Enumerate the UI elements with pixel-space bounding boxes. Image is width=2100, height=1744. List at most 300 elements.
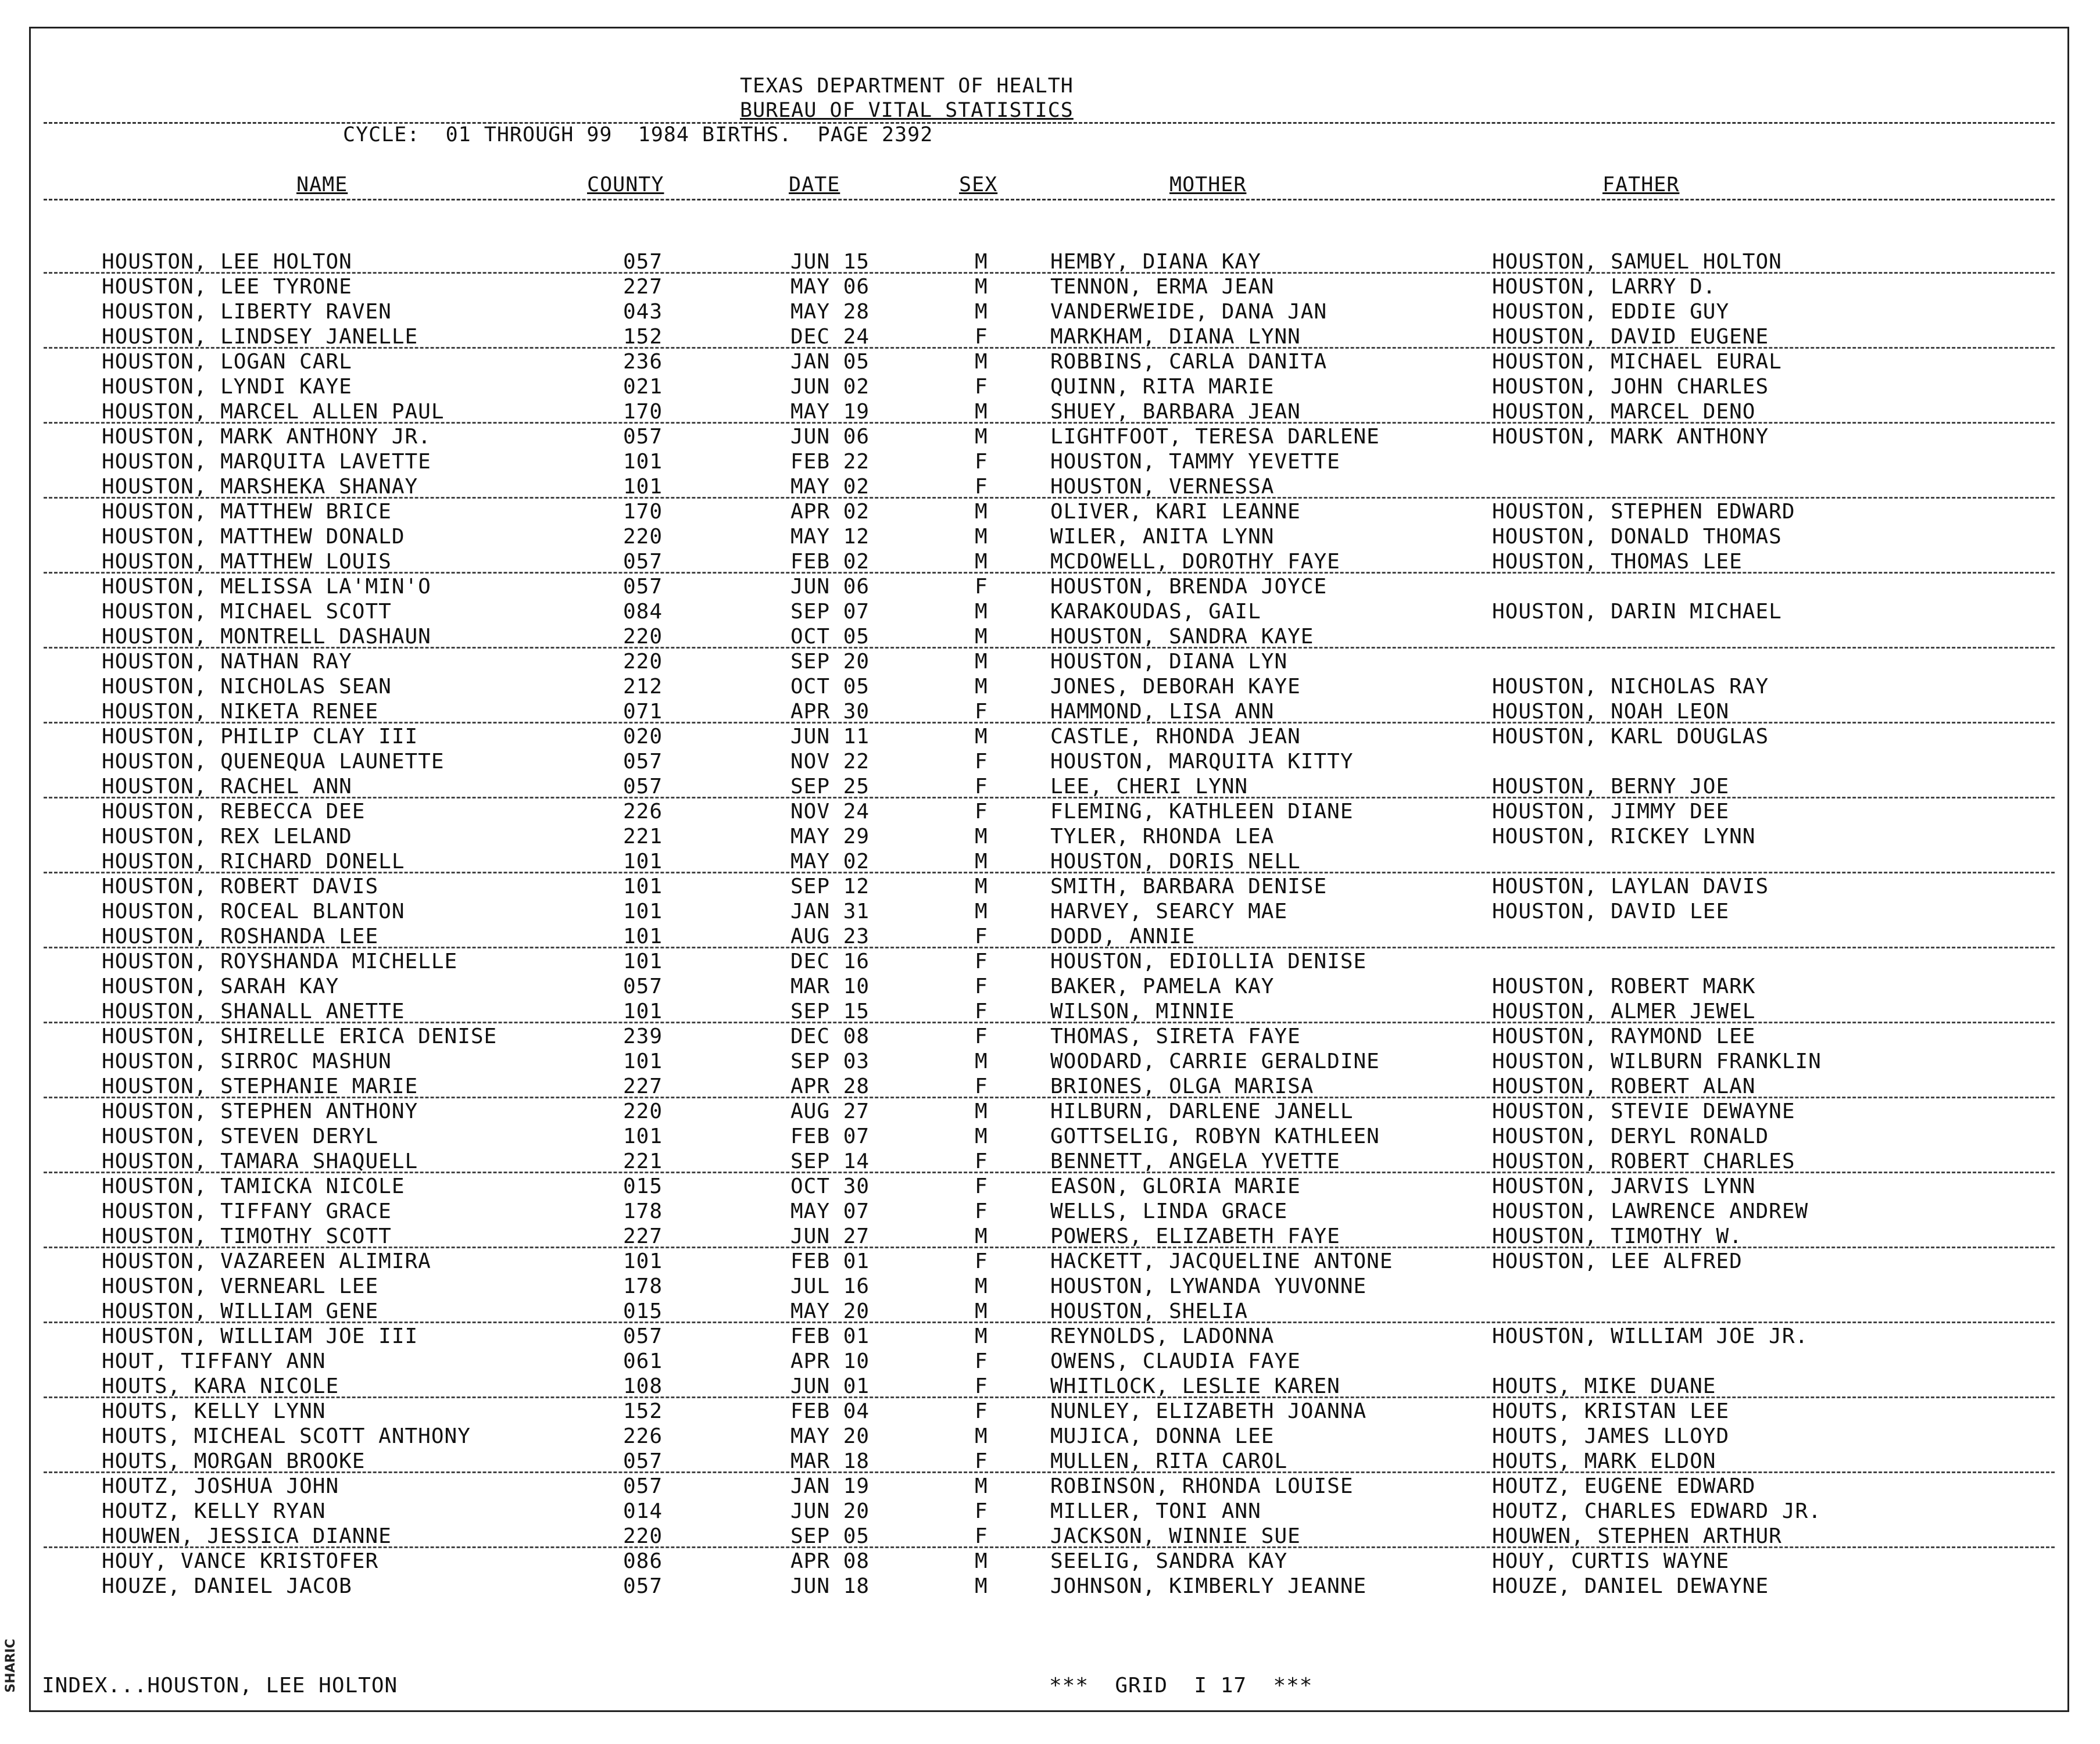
cell-father: HOUSTON, JARVIS LYNN bbox=[1492, 1174, 1756, 1198]
table-row bbox=[0, 750, 2100, 775]
cell-father: HOUSTON, DAVID LEE bbox=[1492, 900, 1730, 923]
cell-name: HOUSTON, MARSHEKA SHANAY bbox=[102, 475, 418, 499]
cell-sex: F bbox=[975, 1399, 988, 1423]
cell-name: HOUTZ, JOSHUA JOHN bbox=[102, 1474, 339, 1498]
cell-date: MAR 10 bbox=[790, 975, 870, 998]
cell-date: APR 28 bbox=[790, 1075, 870, 1098]
cell-sex: F bbox=[975, 1174, 988, 1198]
cell-county: 057 bbox=[623, 1574, 663, 1598]
cell-mother: ROBBINS, CARLA DANITA bbox=[1050, 350, 1328, 374]
cell-date: OCT 05 bbox=[790, 675, 870, 699]
cell-county: 101 bbox=[623, 1000, 663, 1023]
table-row bbox=[0, 825, 2100, 850]
cell-county: 226 bbox=[623, 800, 663, 823]
cell-county: 239 bbox=[623, 1025, 663, 1048]
cell-county: 101 bbox=[623, 900, 663, 923]
cell-county: 086 bbox=[623, 1549, 663, 1573]
cell-father: HOUSTON, ROBERT MARK bbox=[1492, 975, 1756, 998]
cell-sex: M bbox=[975, 1050, 988, 1073]
cell-sex: F bbox=[975, 575, 988, 599]
cell-father: HOUSTON, RICKEY LYNN bbox=[1492, 825, 1756, 848]
cell-father: HOUSTON, BERNY JOE bbox=[1492, 775, 1730, 798]
cell-name: HOUSTON, NATHAN RAY bbox=[102, 650, 352, 674]
cell-sex: M bbox=[975, 1125, 988, 1148]
row-group-divider bbox=[44, 722, 2055, 724]
table-row bbox=[0, 250, 2100, 275]
cell-mother: TENNON, ERMA JEAN bbox=[1050, 275, 1275, 299]
cell-father: HOUSTON, DARIN MICHAEL bbox=[1492, 600, 1782, 624]
table-row bbox=[0, 1125, 2100, 1149]
cell-sex: M bbox=[975, 1424, 988, 1448]
cell-sex: F bbox=[975, 475, 988, 499]
cell-county: 021 bbox=[623, 375, 663, 399]
table-row bbox=[0, 1524, 2100, 1549]
table-row bbox=[0, 475, 2100, 500]
cell-mother: GOTTSELIG, ROBYN KATHLEEN bbox=[1050, 1125, 1380, 1148]
cell-mother: HOUSTON, DIANA LYN bbox=[1050, 650, 1288, 674]
table-row bbox=[0, 1000, 2100, 1025]
cell-mother: KARAKOUDAS, GAIL bbox=[1050, 600, 1261, 624]
cell-date: OCT 30 bbox=[790, 1174, 870, 1198]
cell-mother: FLEMING, KATHLEEN DIANE bbox=[1050, 800, 1354, 823]
table-row bbox=[0, 875, 2100, 900]
cell-father: HOUSTON, THOMAS LEE bbox=[1492, 550, 1743, 574]
cell-mother: SMITH, BARBARA DENISE bbox=[1050, 875, 1328, 898]
cell-date: SEP 07 bbox=[790, 600, 870, 624]
cell-name: HOUSTON, WILLIAM GENE bbox=[102, 1299, 379, 1323]
cell-sex: F bbox=[975, 800, 988, 823]
cell-name: HOUSTON, PHILIP CLAY III bbox=[102, 725, 418, 749]
cell-county: 170 bbox=[623, 500, 663, 524]
cell-county: 101 bbox=[623, 1249, 663, 1273]
cell-father: HOUSTON, STEPHEN EDWARD bbox=[1492, 500, 1795, 524]
cell-sex: M bbox=[975, 600, 988, 624]
cell-county: 101 bbox=[623, 1125, 663, 1148]
table-row bbox=[0, 1299, 2100, 1324]
cell-sex: F bbox=[975, 1000, 988, 1023]
cell-father: HOUSTON, LAYLAN DAVIS bbox=[1492, 875, 1769, 898]
table-row bbox=[0, 575, 2100, 600]
cell-date: JUN 15 bbox=[790, 250, 870, 274]
cell-mother: QUINN, RITA MARIE bbox=[1050, 375, 1275, 399]
cell-mother: HOUSTON, SANDRA KAYE bbox=[1050, 625, 1314, 649]
cell-name: HOUSTON, TAMICKA NICOLE bbox=[102, 1174, 405, 1198]
cell-father: HOUSTON, NOAH LEON bbox=[1492, 700, 1730, 724]
cell-father: HOUSTON, DONALD THOMAS bbox=[1492, 525, 1782, 549]
cell-county: 220 bbox=[623, 1524, 663, 1548]
column-header-date: DATE bbox=[789, 173, 840, 196]
cell-name: HOUSTON, LIBERTY RAVEN bbox=[102, 300, 392, 324]
cell-father: HOUSTON, WILBURN FRANKLIN bbox=[1492, 1050, 1822, 1073]
cell-mother: WILSON, MINNIE bbox=[1050, 1000, 1235, 1023]
table-row bbox=[0, 1274, 2100, 1299]
cell-county: 152 bbox=[623, 1399, 663, 1423]
table-row bbox=[0, 775, 2100, 800]
cell-date: NOV 24 bbox=[790, 800, 870, 823]
cell-date: FEB 01 bbox=[790, 1324, 870, 1348]
cell-sex: M bbox=[975, 1474, 988, 1498]
cell-sex: M bbox=[975, 500, 988, 524]
cell-date: FEB 01 bbox=[790, 1249, 870, 1273]
cell-county: 043 bbox=[623, 300, 663, 324]
cell-county: 152 bbox=[623, 325, 663, 349]
cell-county: 084 bbox=[623, 600, 663, 624]
cell-mother: JACKSON, WINNIE SUE bbox=[1050, 1524, 1301, 1548]
cell-father: HOUSTON, LEE ALFRED bbox=[1492, 1249, 1743, 1273]
cell-date: SEP 12 bbox=[790, 875, 870, 898]
cell-sex: F bbox=[975, 1199, 988, 1223]
cell-sex: M bbox=[975, 525, 988, 549]
table-row bbox=[0, 1499, 2100, 1524]
cell-mother: WHITLOCK, LESLIE KAREN bbox=[1050, 1374, 1340, 1398]
cycle-line: CYCLE: 01 THROUGH 99 1984 BIRTHS. PAGE 2392 bbox=[343, 123, 933, 146]
cell-county: 057 bbox=[623, 425, 663, 449]
cell-father: HOUTZ, EUGENE EDWARD bbox=[1492, 1474, 1756, 1498]
table-row bbox=[0, 1474, 2100, 1499]
cell-county: 220 bbox=[623, 525, 663, 549]
cell-mother: TYLER, RHONDA LEA bbox=[1050, 825, 1275, 848]
cell-mother: HOUSTON, BRENDA JOYCE bbox=[1050, 575, 1328, 599]
cell-father: HOUTS, MARK ELDON bbox=[1492, 1449, 1716, 1473]
cell-mother: HOUSTON, DORIS NELL bbox=[1050, 850, 1301, 873]
cell-name: HOUSTON, WILLIAM JOE III bbox=[102, 1324, 418, 1348]
cell-mother: HARVEY, SEARCY MAE bbox=[1050, 900, 1288, 923]
cell-name: HOUSTON, VERNEARL LEE bbox=[102, 1274, 379, 1298]
cell-sex: M bbox=[975, 425, 988, 449]
cell-name: HOUSTON, STEPHANIE MARIE bbox=[102, 1075, 418, 1098]
cell-name: HOUSTON, STEVEN DERYL bbox=[102, 1125, 379, 1148]
cell-name: HOUSTON, TAMARA SHAQUELL bbox=[102, 1149, 418, 1173]
cell-date: MAY 28 bbox=[790, 300, 870, 324]
table-row bbox=[0, 1549, 2100, 1574]
cell-sex: F bbox=[975, 375, 988, 399]
cell-date: SEP 03 bbox=[790, 1050, 870, 1073]
table-row bbox=[0, 1050, 2100, 1075]
table-row bbox=[0, 1100, 2100, 1125]
table-row bbox=[0, 400, 2100, 425]
column-header-father: FATHER bbox=[1602, 173, 1680, 196]
table-row bbox=[0, 800, 2100, 825]
cell-sex: F bbox=[975, 975, 988, 998]
cell-name: HOUSTON, ROYSHANDA MICHELLE bbox=[102, 950, 458, 973]
cell-father: HOUSTON, NICHOLAS RAY bbox=[1492, 675, 1769, 699]
cell-sex: M bbox=[975, 1299, 988, 1323]
cell-date: AUG 23 bbox=[790, 925, 870, 948]
cell-county: 101 bbox=[623, 450, 663, 474]
cell-mother: HOUSTON, MARQUITA KITTY bbox=[1050, 750, 1354, 773]
cell-name: HOUSTON, ROSHANDA LEE bbox=[102, 925, 379, 948]
table-row bbox=[0, 1374, 2100, 1399]
cell-mother: POWERS, ELIZABETH FAYE bbox=[1050, 1224, 1340, 1248]
cell-mother: VANDERWEIDE, DANA JAN bbox=[1050, 300, 1328, 324]
table-row bbox=[0, 950, 2100, 975]
cell-mother: BRIONES, OLGA MARISA bbox=[1050, 1075, 1314, 1098]
table-row bbox=[0, 1025, 2100, 1050]
table-row bbox=[0, 500, 2100, 525]
cell-county: 015 bbox=[623, 1299, 663, 1323]
cell-sex: F bbox=[975, 1075, 988, 1098]
cell-county: 226 bbox=[623, 1424, 663, 1448]
cell-father: HOUTS, JAMES LLOYD bbox=[1492, 1424, 1730, 1448]
cell-father: HOUSTON, KARL DOUGLAS bbox=[1492, 725, 1769, 749]
cell-mother: JOHNSON, KIMBERLY JEANNE bbox=[1050, 1574, 1367, 1598]
cell-date: SEP 14 bbox=[790, 1149, 870, 1173]
table-row bbox=[0, 850, 2100, 875]
cell-county: 057 bbox=[623, 250, 663, 274]
cell-sex: F bbox=[975, 925, 988, 948]
cell-date: MAY 02 bbox=[790, 850, 870, 873]
cell-date: FEB 22 bbox=[790, 450, 870, 474]
table-row bbox=[0, 900, 2100, 925]
cell-name: HOUSTON, MATTHEW BRICE bbox=[102, 500, 392, 524]
cell-sex: M bbox=[975, 850, 988, 873]
cell-sex: M bbox=[975, 625, 988, 649]
cell-father: HOUTS, KRISTAN LEE bbox=[1492, 1399, 1730, 1423]
cell-sex: F bbox=[975, 1374, 988, 1398]
cell-date: JUN 20 bbox=[790, 1499, 870, 1523]
table-row bbox=[0, 450, 2100, 475]
row-group-divider bbox=[44, 1471, 2055, 1473]
cell-father: HOUTZ, CHARLES EDWARD JR. bbox=[1492, 1499, 1822, 1523]
cell-sex: M bbox=[975, 675, 988, 699]
cell-date: SEP 20 bbox=[790, 650, 870, 674]
cell-date: FEB 04 bbox=[790, 1399, 870, 1423]
row-group-divider bbox=[44, 872, 2055, 873]
cell-name: HOUSTON, SHANALL ANETTE bbox=[102, 1000, 405, 1023]
cell-mother: OLIVER, KARI LEANNE bbox=[1050, 500, 1301, 524]
cell-mother: SEELIG, SANDRA KAY bbox=[1050, 1549, 1288, 1573]
table-row bbox=[0, 1174, 2100, 1199]
cell-mother: THOMAS, SIRETA FAYE bbox=[1050, 1025, 1301, 1048]
cell-date: JAN 31 bbox=[790, 900, 870, 923]
cell-sex: M bbox=[975, 900, 988, 923]
cell-mother: JONES, DEBORAH KAYE bbox=[1050, 675, 1301, 699]
cell-name: HOUSTON, REBECCA DEE bbox=[102, 800, 366, 823]
cell-date: AUG 27 bbox=[790, 1100, 870, 1123]
column-header-sex: SEX bbox=[959, 173, 998, 196]
cell-county: 236 bbox=[623, 350, 663, 374]
cell-sex: F bbox=[975, 750, 988, 773]
cell-name: HOUSTON, LINDSEY JANELLE bbox=[102, 325, 418, 349]
cell-name: HOUSTON, MATTHEW DONALD bbox=[102, 525, 405, 549]
cell-date: JUN 27 bbox=[790, 1224, 870, 1248]
column-header-divider bbox=[44, 199, 2055, 200]
row-group-divider bbox=[44, 797, 2055, 798]
cell-sex: F bbox=[975, 700, 988, 724]
cell-name: HOUSTON, TIMOTHY SCOTT bbox=[102, 1224, 392, 1248]
table-row bbox=[0, 1424, 2100, 1449]
cell-name: HOUWEN, JESSICA DIANNE bbox=[102, 1524, 392, 1548]
cell-name: HOUSTON, SARAH KAY bbox=[102, 975, 339, 998]
table-row bbox=[0, 1149, 2100, 1174]
cell-county: 220 bbox=[623, 650, 663, 674]
cell-county: 057 bbox=[623, 975, 663, 998]
cell-date: DEC 08 bbox=[790, 1025, 870, 1048]
cell-county: 227 bbox=[623, 1224, 663, 1248]
cell-county: 057 bbox=[623, 775, 663, 798]
cell-name: HOUSTON, MONTRELL DASHAUN bbox=[102, 625, 431, 649]
table-row bbox=[0, 525, 2100, 550]
agency-title: TEXAS DEPARTMENT OF HEALTH bbox=[740, 74, 1074, 98]
cell-sex: F bbox=[975, 1149, 988, 1173]
table-row bbox=[0, 1399, 2100, 1424]
cell-date: MAY 07 bbox=[790, 1199, 870, 1223]
cell-county: 220 bbox=[623, 625, 663, 649]
cell-date: SEP 05 bbox=[790, 1524, 870, 1548]
cell-county: 020 bbox=[623, 725, 663, 749]
cell-date: DEC 24 bbox=[790, 325, 870, 349]
cell-date: MAY 12 bbox=[790, 525, 870, 549]
table-row bbox=[0, 1324, 2100, 1349]
cell-county: 101 bbox=[623, 850, 663, 873]
cell-date: MAY 20 bbox=[790, 1424, 870, 1448]
cell-date: JUL 16 bbox=[790, 1274, 870, 1298]
cell-date: SEP 25 bbox=[790, 775, 870, 798]
cell-father: HOUSTON, ROBERT ALAN bbox=[1492, 1075, 1756, 1098]
cell-sex: M bbox=[975, 350, 988, 374]
grid-footer: *** GRID I 17 *** bbox=[1049, 1674, 1313, 1698]
cell-mother: BAKER, PAMELA KAY bbox=[1050, 975, 1275, 998]
cell-sex: M bbox=[975, 300, 988, 324]
cell-father: HOUTS, MIKE DUANE bbox=[1492, 1374, 1716, 1398]
cell-father: HOUSTON, SAMUEL HOLTON bbox=[1492, 250, 1782, 274]
cell-mother: LIGHTFOOT, TERESA DARLENE bbox=[1050, 425, 1380, 449]
cell-father: HOUSTON, LAWRENCE ANDREW bbox=[1492, 1199, 1809, 1223]
table-row bbox=[0, 375, 2100, 400]
cell-name: HOUSTON, LEE TYRONE bbox=[102, 275, 352, 299]
cell-name: HOUSTON, ROBERT DAVIS bbox=[102, 875, 379, 898]
cell-date: JAN 05 bbox=[790, 350, 870, 374]
cell-date: NOV 22 bbox=[790, 750, 870, 773]
cell-father: HOUSTON, MARCEL DENO bbox=[1492, 400, 1756, 424]
table-row bbox=[0, 325, 2100, 350]
cell-sex: M bbox=[975, 275, 988, 299]
cell-sex: M bbox=[975, 400, 988, 424]
cell-sex: M bbox=[975, 650, 988, 674]
cell-name: HOUSTON, LOGAN CARL bbox=[102, 350, 352, 374]
table-row bbox=[0, 625, 2100, 650]
table-row bbox=[0, 275, 2100, 300]
cell-name: HOUSTON, RICHARD DONELL bbox=[102, 850, 405, 873]
cell-mother: HOUSTON, LYWANDA YUVONNE bbox=[1050, 1274, 1367, 1298]
cell-father: HOUSTON, JIMMY DEE bbox=[1492, 800, 1730, 823]
cell-mother: HACKETT, JACQUELINE ANTONE bbox=[1050, 1249, 1393, 1273]
cell-date: APR 10 bbox=[790, 1349, 870, 1373]
cell-date: MAY 02 bbox=[790, 475, 870, 499]
row-group-divider bbox=[44, 272, 2055, 274]
cell-mother: REYNOLDS, LADONNA bbox=[1050, 1324, 1275, 1348]
cell-mother: MILLER, TONI ANN bbox=[1050, 1499, 1261, 1523]
table-row bbox=[0, 975, 2100, 1000]
table-row bbox=[0, 600, 2100, 625]
cell-date: APR 08 bbox=[790, 1549, 870, 1573]
row-group-divider bbox=[44, 572, 2055, 574]
cell-father: HOUZE, DANIEL DEWAYNE bbox=[1492, 1574, 1769, 1598]
cell-county: 101 bbox=[623, 950, 663, 973]
row-group-divider bbox=[44, 422, 2055, 424]
cell-father: HOUY, CURTIS WAYNE bbox=[1492, 1549, 1730, 1573]
cell-mother: DODD, ANNIE bbox=[1050, 925, 1196, 948]
cell-mother: MUJICA, DONNA LEE bbox=[1050, 1424, 1275, 1448]
cell-name: HOUSTON, TIFFANY GRACE bbox=[102, 1199, 392, 1223]
cell-county: 212 bbox=[623, 675, 663, 699]
cell-sex: F bbox=[975, 775, 988, 798]
row-group-divider bbox=[44, 1396, 2055, 1398]
cell-county: 221 bbox=[623, 1149, 663, 1173]
cell-mother: WELLS, LINDA GRACE bbox=[1050, 1199, 1288, 1223]
table-row bbox=[0, 675, 2100, 700]
cell-mother: CASTLE, RHONDA JEAN bbox=[1050, 725, 1301, 749]
cell-date: SEP 15 bbox=[790, 1000, 870, 1023]
cell-sex: M bbox=[975, 550, 988, 574]
cell-mother: NUNLEY, ELIZABETH JOANNA bbox=[1050, 1399, 1367, 1423]
cell-name: HOUSTON, REX LELAND bbox=[102, 825, 352, 848]
cell-name: HOUSTON, NIKETA RENEE bbox=[102, 700, 379, 724]
cell-date: JAN 19 bbox=[790, 1474, 870, 1498]
cell-father: HOUSTON, ROBERT CHARLES bbox=[1492, 1149, 1795, 1173]
cell-name: HOUSTON, MARK ANTHONY JR. bbox=[102, 425, 431, 449]
row-group-divider bbox=[44, 647, 2055, 649]
cell-sex: F bbox=[975, 1249, 988, 1273]
table-row bbox=[0, 1574, 2100, 1599]
cell-name: HOUSTON, SHIRELLE ERICA DENISE bbox=[102, 1025, 498, 1048]
cell-county: 057 bbox=[623, 550, 663, 574]
cell-name: HOUSTON, LYNDI KAYE bbox=[102, 375, 352, 399]
cell-sex: F bbox=[975, 1499, 988, 1523]
table-row bbox=[0, 1249, 2100, 1274]
cell-father: HOUSTON, MARK ANTHONY bbox=[1492, 425, 1769, 449]
cell-date: MAY 19 bbox=[790, 400, 870, 424]
cell-mother: HEMBY, DIANA KAY bbox=[1050, 250, 1261, 274]
cell-sex: M bbox=[975, 1100, 988, 1123]
cell-name: HOUTS, MORGAN BROOKE bbox=[102, 1449, 366, 1473]
cell-mother: MARKHAM, DIANA LYNN bbox=[1050, 325, 1301, 349]
row-group-divider bbox=[44, 347, 2055, 349]
cell-name: HOUSTON, ROCEAL BLANTON bbox=[102, 900, 405, 923]
cell-name: HOUSTON, STEPHEN ANTHONY bbox=[102, 1100, 418, 1123]
cell-county: 057 bbox=[623, 575, 663, 599]
table-row bbox=[0, 725, 2100, 750]
cell-father: HOUWEN, STEPHEN ARTHUR bbox=[1492, 1524, 1782, 1548]
cell-father: HOUSTON, WILLIAM JOE JR. bbox=[1492, 1324, 1809, 1348]
table-row bbox=[0, 1224, 2100, 1249]
cell-county: 101 bbox=[623, 925, 663, 948]
cell-name: HOUSTON, QUENEQUA LAUNETTE bbox=[102, 750, 445, 773]
table-row bbox=[0, 1199, 2100, 1224]
cell-mother: HAMMOND, LISA ANN bbox=[1050, 700, 1275, 724]
cell-mother: EASON, GLORIA MARIE bbox=[1050, 1174, 1301, 1198]
cell-sex: M bbox=[975, 1324, 988, 1348]
row-group-divider bbox=[44, 1022, 2055, 1023]
cell-father: HOUSTON, DAVID EUGENE bbox=[1492, 325, 1769, 349]
table-row bbox=[0, 650, 2100, 675]
table-row bbox=[0, 350, 2100, 375]
cell-name: HOUZE, DANIEL JACOB bbox=[102, 1574, 352, 1598]
cell-date: JUN 06 bbox=[790, 575, 870, 599]
cell-date: JUN 01 bbox=[790, 1374, 870, 1398]
cell-date: JUN 06 bbox=[790, 425, 870, 449]
cell-sex: M bbox=[975, 825, 988, 848]
cell-county: 071 bbox=[623, 700, 663, 724]
cell-date: APR 02 bbox=[790, 500, 870, 524]
cell-name: HOUSTON, MARQUITA LAVETTE bbox=[102, 450, 431, 474]
cell-mother: BENNETT, ANGELA YVETTE bbox=[1050, 1149, 1340, 1173]
cell-sex: M bbox=[975, 875, 988, 898]
row-group-divider bbox=[44, 1247, 2055, 1248]
cell-name: HOUSTON, SIRROC MASHUN bbox=[102, 1050, 392, 1073]
cell-name: HOUSTON, RACHEL ANN bbox=[102, 775, 352, 798]
cell-county: 221 bbox=[623, 825, 663, 848]
